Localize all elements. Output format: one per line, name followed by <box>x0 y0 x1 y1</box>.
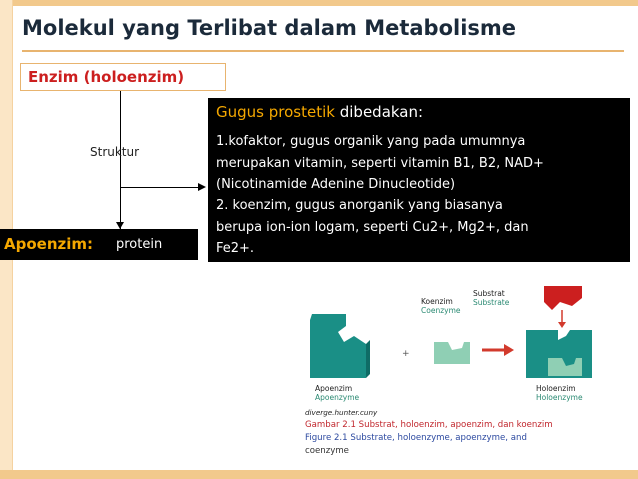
coenzyme-shape <box>434 342 470 364</box>
figure-source: diverge.hunter.cuny <box>305 408 378 417</box>
substrat-label: Substrat Substrate <box>473 289 510 307</box>
apoenzim-figure-label: Apoenzim Apoenzyme <box>315 384 360 402</box>
arrowhead-right-icon <box>198 183 206 191</box>
substrate-arrowhead-icon <box>558 322 566 328</box>
gugus-line: (Nicotinamide Adenine Dinucleotide) <box>216 177 456 192</box>
gugus-heading-highlight: Gugus prostetik <box>216 103 335 121</box>
caption-en: Figure 2.1 Substrate, holoenzyme, apoenzyme, and <box>305 433 527 443</box>
caption-en-cont: coenzyme <box>305 446 349 456</box>
reaction-arrowhead-icon <box>504 344 514 356</box>
plus-sign: + <box>402 349 410 359</box>
arrowhead-down-icon <box>116 222 124 229</box>
struktur-label: Struktur <box>90 145 140 159</box>
gugus-line: Fe2+. <box>216 241 255 256</box>
slide-title: Molekul yang Terlibat dalam Metabolisme <box>22 16 517 40</box>
apoenzim-value: protein <box>116 237 163 252</box>
holoenzim-label: Holoenzim Holoenzyme <box>536 384 583 402</box>
substrate-shape <box>544 286 582 310</box>
gugus-line: berupa ion-ion logam, seperti Cu2+, Mg2+, dan <box>216 220 529 235</box>
gugus-line: merupakan vitamin, seperti vitamin B1, B2, NAD+ <box>216 156 544 171</box>
caption-id: Gambar 2.1 Substrat, holoenzim, apoenzim, dan koenzim <box>305 420 553 430</box>
koenzim-label: Koenzim Coenzyme <box>421 297 461 315</box>
apoenzim-label: Apoenzim: <box>4 235 94 253</box>
gugus-line: 1.kofaktor, gugus organik yang pada umumnya <box>216 134 526 149</box>
gugus-heading <box>216 103 423 121</box>
gugus-line: 2. koenzim, gugus anorganik yang biasanya <box>216 198 503 213</box>
gugus-heading-rest: dibedakan: <box>339 103 424 121</box>
apoenzyme-shape <box>310 314 366 378</box>
enzim-label: Enzim (holoenzim) <box>28 68 185 86</box>
